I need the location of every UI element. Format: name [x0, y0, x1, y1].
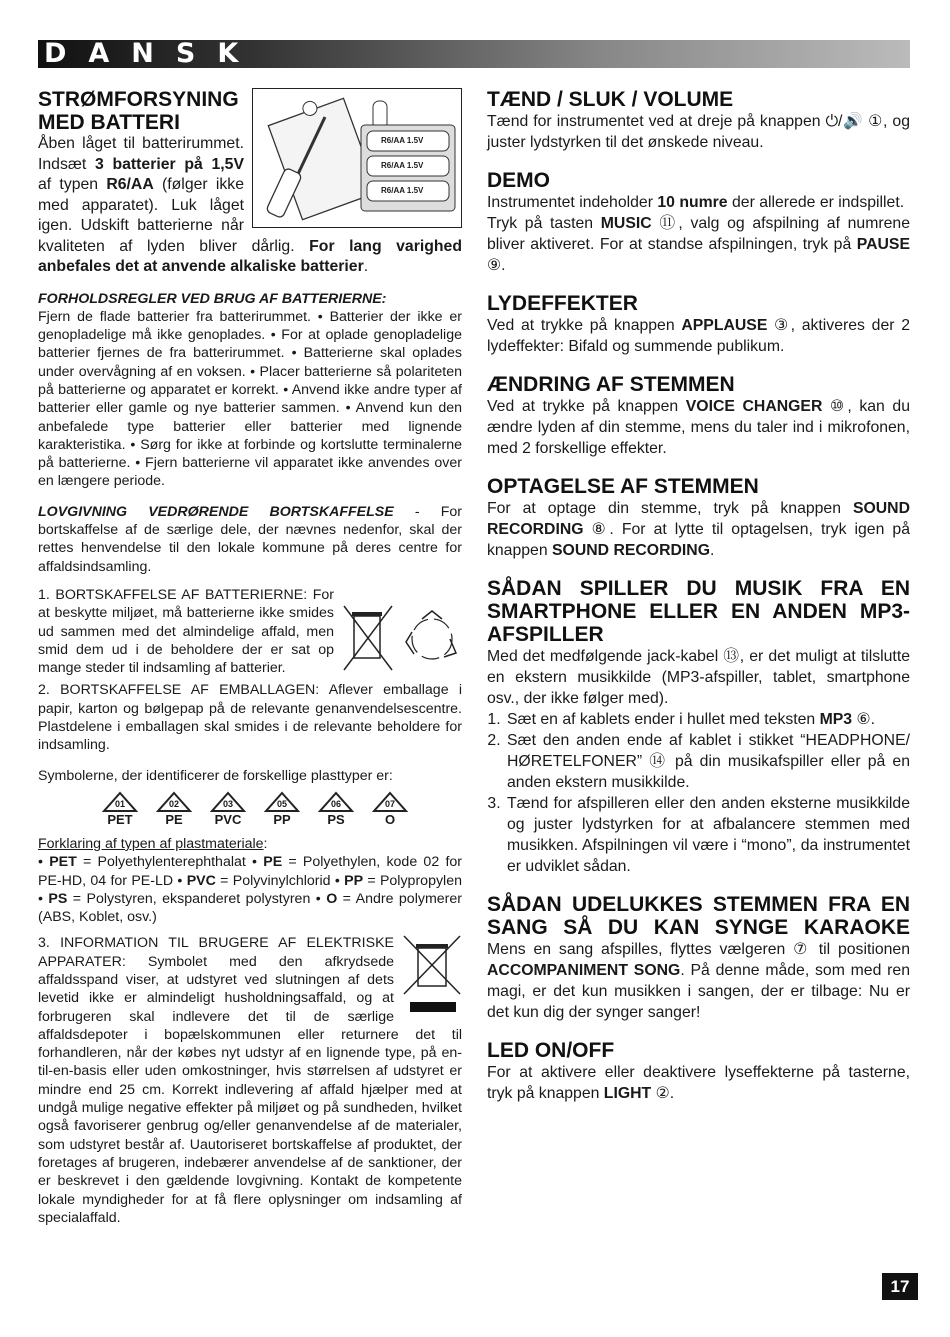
plastic-name: PS [327, 811, 345, 827]
language-header-bar [38, 40, 910, 68]
plastic-code: 01 [114, 798, 125, 809]
plastic-symbol [208, 791, 248, 827]
bold-text: PVC [186, 872, 216, 889]
list-item [505, 730, 910, 793]
bold-text: R6/AA [106, 176, 154, 193]
text-segment: ⑥. [852, 711, 876, 728]
plastic-name: PVC [214, 811, 242, 827]
section-paragraph [487, 498, 910, 561]
text-segment: Sæt en af kablets ender i hullet med teksten [507, 711, 820, 728]
text-segment: ③, aktiveres der 2 lydeffekter: Bifald og summende publikum. [487, 317, 911, 355]
plastic-name: O [384, 811, 396, 827]
crossed-bin-icon [402, 934, 462, 1014]
text-segment: ⑧. For at lytte til optagelsen, tryk igen på knappen [487, 521, 910, 559]
text-segment: af typen [38, 176, 107, 193]
text-segment: = Polystyren, ekspanderet polystyren • [67, 890, 327, 907]
bold-text: MUSIC [600, 215, 652, 232]
bold-text: PET [49, 854, 77, 871]
plastic-code: 02 [168, 798, 179, 809]
section-title: OPTAGELSE AF STEMMEN [487, 475, 759, 498]
text-segment: der allerede er indspillet. [727, 194, 905, 211]
bold-text: PP [344, 872, 364, 889]
section-title: TÆND / SLUK / VOLUME [487, 88, 734, 111]
plastic-code: 06 [330, 798, 341, 809]
plastic-symbol [370, 791, 410, 827]
language-title: DANSK [44, 38, 261, 69]
section-paragraph [487, 111, 910, 153]
section-paragraph [487, 646, 910, 709]
bold-text: For lang varighed anbefales det at anvende alkaliske batterier [38, 237, 462, 275]
bold-text: PAUSE [856, 236, 910, 253]
plastic-code: 07 [384, 798, 395, 809]
packaging-disposal-text: 2. BORTSKAFFELSE AF EMBALLAGEN: Aflever emballage i papir, karton og bølgepap på de relevante genanvendelsescentre. Plastdelene i emballagen skal smides i de relevante beholdere for indsamling. [38, 682, 462, 754]
section-title: LED ON/OFF [487, 1039, 615, 1062]
section-title: ÆNDRING AF STEMMEN [487, 373, 735, 396]
screwdriver-battery-icon [253, 89, 460, 226]
plastic-symbols [38, 791, 462, 827]
list-item [505, 709, 910, 730]
text-segment: ⑪, valg og afspilning af numrene bliver aktiveret. For at standse afspilningen, tryk på [487, 215, 910, 253]
bold-text: VOICE CHANGER [685, 398, 823, 415]
section-title: LYDEFFEKTER [487, 292, 638, 315]
battery-compartment-illustration [252, 88, 462, 228]
bold-text: LIGHT [603, 1085, 652, 1102]
left-column: R6/AA 1.5V R6/AA 1.5V R6/AA 1.5V STRØMFORSYNING MED BATTERI Åben låget til batterirummet. Indsæt 3 batterier på 1,5V af typen R6/AA (følger ikke med apparatet). Luk låget igen. Udskift batterierne når kvaliteten af lyden bliver dårlig. For lang varighed anbefales det at anvende alkaliske batterier. FORHOLDSREGLER VED BRUG AF BATTERIERNE: Fjern de flade batterier fra batterirummet. • Batterier der ikke er genopladelige må ikke genoplades. • For at oplade genopladelige batterier fjernes de fra batterirummet. • Batterierne skal oplades under overvågning af en voksen. • Placer batterierne så polariteten på batterierne og apparatet er korrekt. • Anvend ikke andre typer af batterier eller gamle og nye batterier sammen. • Anvend kun den anbefalede type batterier eller batterier med lignende karakteristika. • Sørg for ikke at forbinde og kortslutte terminalerne på batterierne. • Fjern batterierne vil apparatet ikke anvendes over en længere periode. LOVGIVNING VEDRØRENDE BORTSKAFFELSE - For bortskaffelse af de særlige dele, der nævnes nedenfor, skal der rettes henvendelse til den lokale kommune på deres centre for affaldsindsamling. 1. BORTSKAFFELSE AF BATTERIERNE: For at beskytte miljøet, må batterierne ikke smides ud sammen med det almindelige affald, men smid dem ud i de beholdere der er sat op mange steder til indsamling af batterier. 2. BORTSKAFFELSE AF EMBALLAGEN: Aflever emballage i papir, karton og bølgepap på de relevante genanvendelsescentre. Plastdelene i emballagen skal smides i de relevante beholdere for indsamling. Symbolerne, der identificerer de forskellige plasttyper er: 01 PET 02 PE 03 PVC 05 PP 06 PS 07 O Forklaring af typen af plastmateriale: • PET = Polyethylenterephthalat • PE = Polyethylen, kode 02 for PE-HD, 04 for PE-LD • PVC = Polyvinylchlorid • PP = Polypropylen • PS = Polystyren, ekspanderet polystyren • O = Andre polymerer (ABS, Koblet, osv.) 3. INFORMATION TIL BRUGERE AF ELEKTRISKE APPARATER: Symbolet med den afkrydsede affaldsspand viser, at udstyret ved slutningen af dets levetid ikke er almindeligt husholdningsaffald, og at forbrugeren skal indlevere det til de særlige affaldsdepoter i bopælskommunen eller returnere det til forhandleren, når der købes nyt udstyr af en lignende type, på en-til-en-basis eller uden omkostninger, hvis størrelsen af udstyret er mindre end 25 cm. Korrekt indlevering af affald hjælper med at undgå mulige negative effekter på miljøet og på sundheden, hvilket også favoriserer genbrug og/eller genanvendelse af de materialer, som udstyret består af. Uautoriseret bortskaffelse af produktet, der foretages af brugeren, indebærer anvendelse af de sanktioner, der er beskrevet i den gældende lovgivning. Kontakt de kompetente lokale myndigheder for at få flere oplysninger om indsamling af specialaffald. [38, 88, 462, 1226]
battery-label: R6/AA 1.5V [381, 161, 424, 170]
battery-disposal-text: 1. BORTSKAFFELSE AF BATTERIERNE: For at beskytte miljøet, må batterierne ikke smides ud sammen med det almindelige affald, men smid dem ud i de beholdere der er sat op mange steder til indsamling af batterier. [38, 586, 334, 677]
symbols-intro: Symbolerne, der identificerer de forskellige plasttyper er: [38, 767, 393, 784]
bold-text: 3 batterier på 1,5V [94, 155, 244, 173]
section-paragraph [487, 1062, 910, 1104]
section-title: SÅDAN UDELUKKES STEMMEN FRA EN SANG SÅ DU KAN SYNGE KARAOKE [487, 893, 910, 939]
text-segment: Åben låget til batterirummet. Indsæt [38, 135, 244, 173]
text-segment: Ved at trykke på knappen [487, 317, 682, 334]
text-segment: . På denne måde, som med ren magi, er det kun musikken i sangen, der er tilbage: Nu er det kun dig der synger sanger! [487, 962, 911, 1021]
text-segment: . [363, 258, 369, 275]
text-segment: = Polypropylen • [38, 872, 462, 907]
electrical-info-text: 3. INFORMATION TIL BRUGERE AF ELEKTRISKE APPARATER: Symbolet med den afkrydsede affaldsspand viser, at udstyret ved slutningen af dets levetid ikke er almindeligt husholdningsaffald, og at forbrugeren skal indlevere det til de særlige affaldsdepoter i bopælskommunen eller returnere det til forhandleren, når der købes nyt udstyr af en lignende type, på en-til-en-basis eller uden omkostninger, hvis størrelsen af udstyret er mindre end 25 cm. Korrekt indlevering af affald hjælper med at undgå mulige negative effekter på miljøet og på sundheden, hvilket også favoriserer genbrug og/eller genanvendelse af de materialer, som udstyret består af. Uautoriseret bortskaffelse af produktet, der foretages af brugeren, indebærer anvendelse af de sanktioner, der er beskrevet i den gældende lovgivning. Kontakt de kompetente lokale myndigheder for at få flere oplysninger om indsamling af specialaffald. [38, 935, 462, 1226]
text-segment: ⑩, kan du ændre lyden af din stemme, mens du taler ind i mikrofonen, med 2 forskellige effekter. [487, 398, 910, 457]
text-segment: Mens en sang afspilles, flyttes vælgeren ⑦ til positionen [487, 941, 910, 958]
text-segment: Tryk på tasten [487, 215, 601, 232]
plastic-symbol [100, 791, 140, 827]
bold-text: PE [263, 854, 283, 871]
plastic-name: PE [165, 811, 183, 827]
plastic-name: PET [107, 811, 133, 827]
text-segment: Med det medfølgende jack-kabel ⑬, er det muligt at tilslutte en ekstern musikkilde (MP3-afspiller, tablet, smartphone osv., der ikke følger med). [487, 648, 910, 707]
text-segment: ⑨. [487, 257, 506, 274]
battery-label: R6/AA 1.5V [381, 136, 424, 145]
weee-recycle-icons [342, 604, 462, 674]
battery-label: R6/AA 1.5V [381, 186, 424, 195]
text-segment: = Polyethylen, kode 02 for PE-HD, 04 for PE-LD • [38, 854, 462, 889]
text-segment: • [38, 854, 50, 871]
section-title: SÅDAN SPILLER DU MUSIK FRA EN SMARTPHONE ELLER EN ANDEN MP3-AFSPILLER [487, 577, 910, 646]
plastic-name: PP [273, 811, 291, 827]
precautions-title: FORHOLDSREGLER VED BRUG AF BATTERIERNE: [38, 290, 387, 307]
text-segment: (følger ikke med apparatet). Luk låget igen. Udskift batterierne når kvaliteten af lyden bliver dårlig. [38, 176, 310, 255]
section-title-power: STRØMFORSYNING MED BATTERI [38, 88, 239, 134]
bold-text: MP3 [819, 711, 853, 728]
section-paragraph [487, 396, 910, 459]
text-segment: Ved at trykke på knappen [487, 398, 686, 415]
precautions-text: Fjern de flade batterier fra batterirummet. • Batterier der ikke er genopladelige må ikke genoplades. • For at oplade genopladelige batterier fjernes de fra batterirummet. • Batterierne skal oplades under overvågning af en voksen. • Placer batterierne så polariteten på batterierne og apparatet er korrekt. • Anvend ikke andre typer af batterier eller gamle og nye batterier sammen. • Anvend kun den anbefalede type batterier eller batterier med lignende karakteristika. • Sørg for ikke at forbinde og kortslutte terminalerne på batterierne. • Fjern batterierne vil apparatet ikke anvendes over en længere periode. [38, 308, 462, 490]
text-segment: = Polyethylenterephthalat • [76, 854, 264, 871]
plastic-code: 03 [222, 798, 233, 809]
section-paragraph [487, 939, 910, 1023]
plastic-symbol [316, 791, 356, 827]
section-paragraph [487, 315, 910, 357]
steps-list [487, 709, 910, 877]
text-segment: Tænd for afspilleren eller den anden eksterne musikkilde og juster lydstyrken for at afbalancere stemmen med musikken. Afspilningen vil være i “mono”, da instrumentet er udviklet sådan. [507, 795, 910, 875]
text-segment: . [710, 542, 715, 559]
text-segment: Sæt den anden ende af kablet i stikket “HEADPHONE/ HØRETELFONER” ⑭ på din musikafspiller eller på en anden ekstern musikkilde. [507, 732, 910, 791]
bold-text: APPLAUSE [681, 317, 768, 334]
legislation-text: - For bortskaffelse af de særlige dele, der nævnes nedenfor, skal der rettes henvendelse til den lokale kommune på deres centre for affaldsindsamling. [38, 503, 462, 575]
text-segment: For at optage din stemme, tryk på knappen [487, 500, 853, 517]
legend-title: Forklaring af typen af plastmateriale [38, 835, 264, 852]
list-item [505, 793, 910, 877]
text-segment: Tænd for instrumentet ved at dreje på knappen ⏻/🔊 ①, og juster lydstyrken til det ønskede niveau. [487, 113, 910, 151]
plastic-legend [38, 853, 462, 926]
plastic-symbol [262, 791, 302, 827]
section-paragraph [487, 213, 910, 276]
plastic-symbol [154, 791, 194, 827]
right-column [487, 88, 910, 1104]
bold-text: ACCOMPANIMENT SONG [487, 962, 681, 979]
section-title: DEMO [487, 169, 550, 192]
page-number: 17 [882, 1273, 918, 1300]
text-segment: = Polyvinylchlorid • [215, 872, 345, 889]
plastic-code: 05 [276, 798, 287, 809]
text-segment: Instrumentet indeholder [487, 194, 658, 211]
bold-text: PS [48, 890, 68, 907]
bold-text: 10 numre [657, 194, 728, 211]
section-paragraph [487, 192, 910, 213]
bold-text: SOUND RECORDING [552, 542, 710, 559]
text-segment: For at aktivere eller deaktivere lyseffekterne på tasterne, tryk på knappen [487, 1064, 910, 1102]
text-segment: = Andre polymerer (ABS, Koblet, osv.) [38, 890, 462, 926]
legislation-title: LOVGIVNING VEDRØRENDE BORTSKAFFELSE [38, 503, 394, 520]
text-segment: ②. [651, 1085, 675, 1102]
bold-text: SOUND RECORDING [487, 500, 910, 538]
bold-text: O [326, 890, 338, 907]
